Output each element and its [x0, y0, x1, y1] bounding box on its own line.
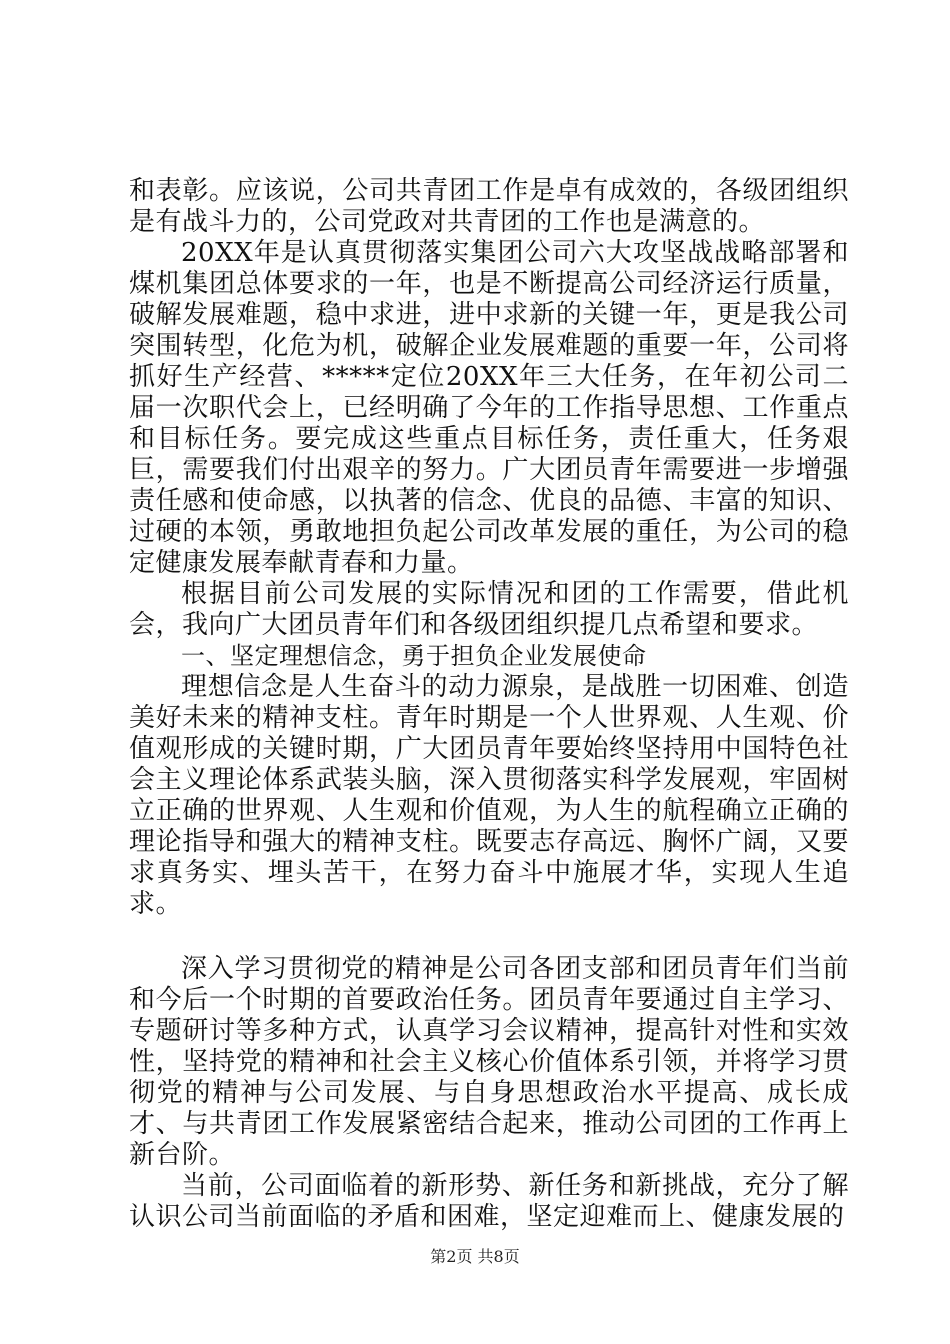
document-body [129, 176, 849, 1233]
paragraph-4: 理想信念是人生奋斗的动力源泉，是战胜一切困难、创造美好未来的精神支柱。青年时期是一个人世界观、人生观、价值观形成的关键时期，广大团员青年要始终坚持用中国特色社会主义理论体系武装头脑，深入贯彻落实科学发展观，牢固树立正确的世界观、人生观和价值观，为人生的航程确立正确的理论指导和强大的精神支柱。既要志存高远、胸怀广阔，又要求真务实、埋头苦干，在努力奋斗中施展才华，实现人生追求。 [129, 672, 849, 919]
paragraph-1: 和表彰。应该说，公司共青团工作是卓有成效的，各级团组织是有战斗力的，公司党政对共青团的工作也是满意的。 [129, 176, 849, 237]
paragraph-2: 20XX年是认真贯彻落实集团公司六大攻坚战战略部署和煤机集团总体要求的一年，也是不断提高公司经济运行质量，破解发展难题，稳中求进，进中求新的关键一年，更是我公司突围转型，化危为机，破解企业发展难题的重要一年，公司将抓好生产经营、*****定位20XX年三大任务，在年初公司二届一次职代会上，已经明确了今年的工作指导思想、工作重点和目标任务。要完成这些重点目标任务，责任重大，任务艰巨，需要我们付出艰辛的努力。广大团员青年需要进一步增强责任感和使命感，以执著的信念、优良的品德、丰富的知识、过硬的本领，勇敢地担负起公司改革发展的重任，为公司的稳定健康发展奉献青春和力量。 [129, 238, 849, 578]
section-heading: 一、坚定理想信念，勇于担负企业发展使命 [181, 642, 647, 670]
paragraph-3: 根据目前公司发展的实际情况和团的工作需要，借此机会，我向广大团员青年们和各级团组织提几点希望和要求。 [129, 579, 849, 640]
paragraph-6: 当前，公司面临着的新形势、新任务和新挑战，充分了解认识公司当前面临的矛盾和困难，坚定迎难而上、健康发展的 [129, 1171, 849, 1232]
paragraph-gap [129, 920, 849, 954]
page-indicator: 第2页 共8页 [430, 1247, 520, 1266]
paragraph-5: 深入学习贯彻党的精神是公司各团支部和团员青年们当前和今后一个时期的首要政治任务。团员青年要通过自主学习、专题研讨等多种方式，认真学习会议精神，提高针对性和实效性，坚持党的精神和社会主义核心价值体系引领，并将学习贯彻党的精神与公司发展、与自身思想政治水平提高、成长成才、与共青团工作发展紧密结合起来，推动公司团的工作再上新台阶。 [129, 954, 849, 1170]
